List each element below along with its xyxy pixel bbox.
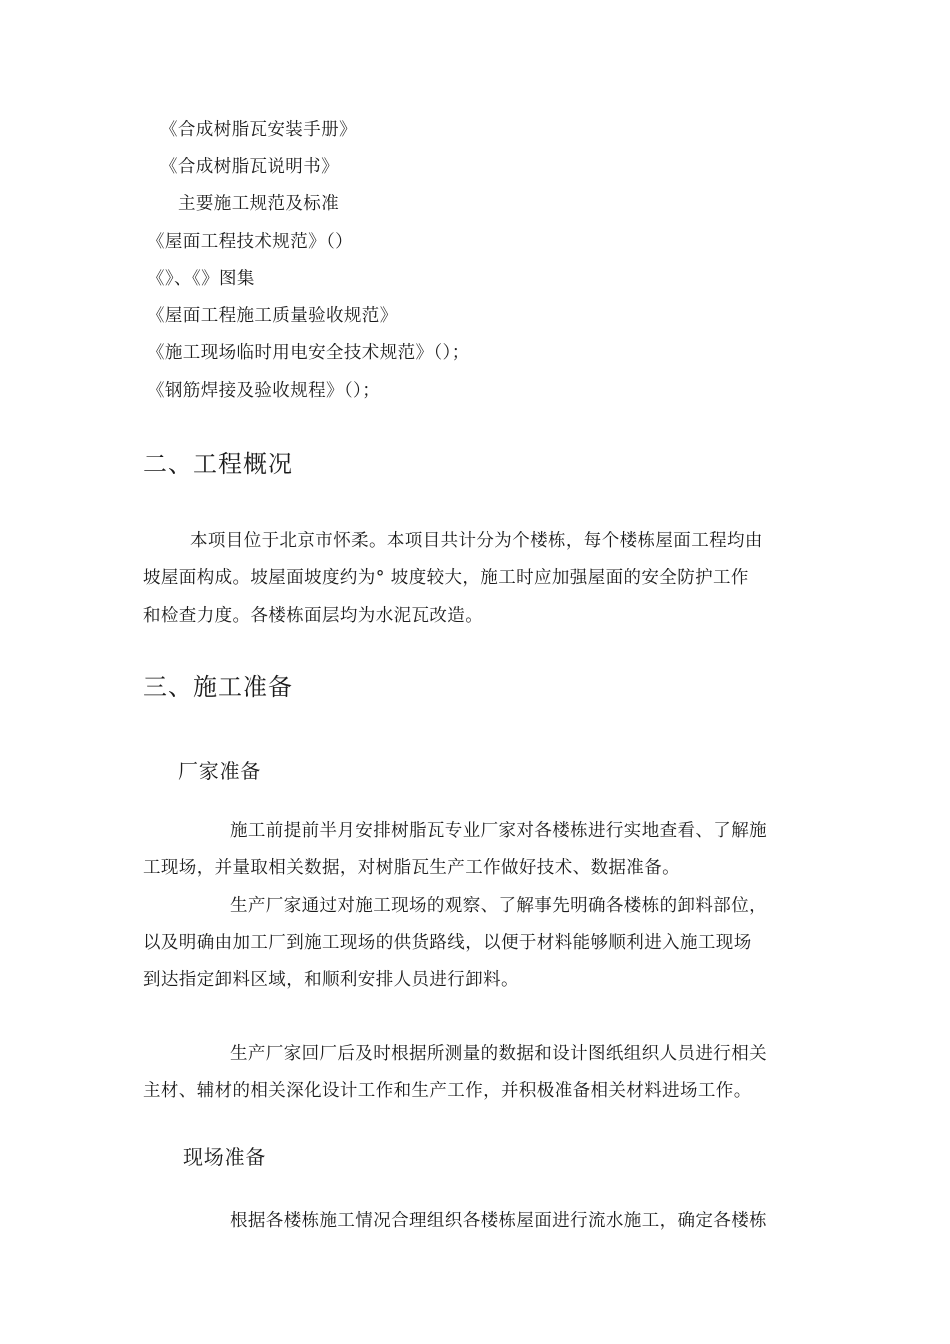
standard-roof-quality-acceptance: 《屋面工程施工质量验收规范》 xyxy=(147,306,398,326)
standard-atlas: 《》、《》图集 xyxy=(147,269,255,289)
manufacturer-p3-line-2: 主材、辅材的相关深化设计工作和生产工作，并积极准备相关材料进场工作。 xyxy=(143,1081,752,1101)
section-title-construction-preparation: 三、施工准备 xyxy=(143,673,293,701)
overview-line-3: 和检查力度。各楼栋面层均为水泥瓦改造。 xyxy=(143,606,484,626)
reference-install-manual: 《合成树脂瓦安装手册》 xyxy=(160,120,357,140)
standards-heading: 主要施工规范及标准 xyxy=(178,194,340,214)
manufacturer-p2-line-1: 生产厂家通过对施工现场的观察、了解事先明确各楼栋的卸料部位， xyxy=(230,896,767,916)
manufacturer-p1-line-1: 施工前提前半月安排树脂瓦专业厂家对各楼栋进行实地查看、了解施 xyxy=(230,821,767,841)
overview-line-2: 坡屋面构成。坡屋面坡度约为° 坡度较大，施工时应加强屋面的安全防护工作 xyxy=(143,568,749,588)
subsection-title-manufacturer-preparation: 厂家准备 xyxy=(178,759,262,783)
manufacturer-p2-line-2: 以及明确由加工厂到施工现场的供货路线，以便于材料能够顺利进入施工现场 xyxy=(143,933,752,953)
overview-line-1: 本项目位于北京市怀柔。本项目共计分为个楼栋，每个楼栋屋面工程均由 xyxy=(190,531,763,551)
standard-rebar-welding: 《钢筋焊接及验收规程》（）； xyxy=(147,381,381,401)
standard-temporary-electricity-safety: 《施工现场临时用电安全技术规范》（）； xyxy=(147,343,470,363)
manufacturer-p2-line-3: 到达指定卸料区域，和顺利安排人员进行卸料。 xyxy=(143,970,519,990)
manufacturer-p3-line-1: 生产厂家回厂后及时根据所测量的数据和设计图纸组织人员进行相关 xyxy=(230,1044,767,1064)
standard-roof-technical-code: 《屋面工程技术规范》（） xyxy=(147,232,354,252)
manufacturer-p1-line-2: 工现场，并量取相关数据，对树脂瓦生产工作做好技术、数据准备。 xyxy=(143,858,680,878)
section-title-project-overview: 二、工程概况 xyxy=(143,450,293,478)
reference-instructions: 《合成树脂瓦说明书》 xyxy=(160,157,339,177)
subsection-title-site-preparation: 现场准备 xyxy=(183,1145,267,1169)
site-p1-line-1: 根据各楼栋施工情况合理组织各楼栋屋面进行流水施工，确定各楼栋 xyxy=(230,1211,767,1231)
